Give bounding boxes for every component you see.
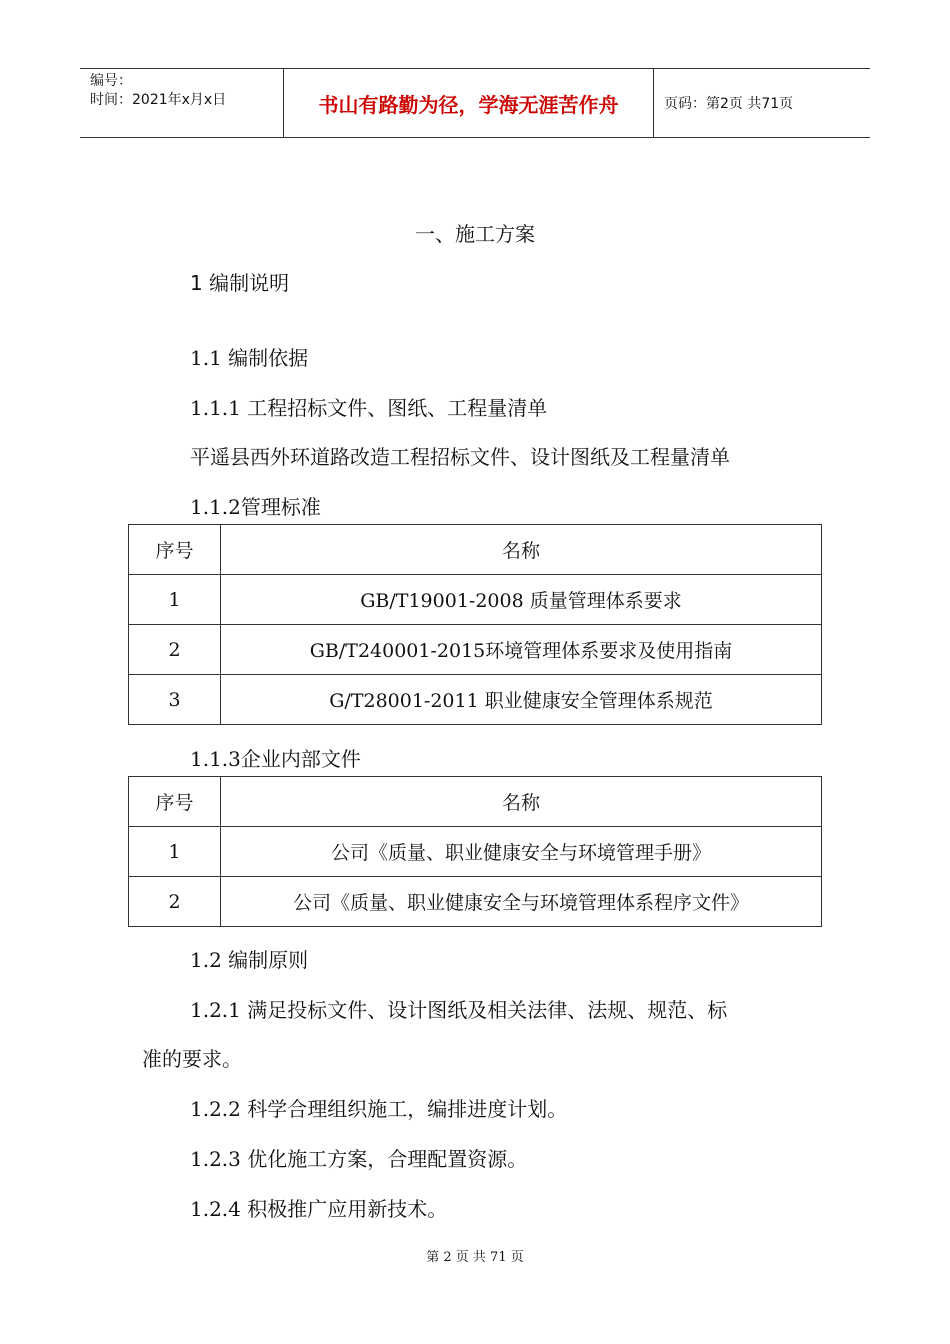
page-footer: 第 2 页 共 71 页 [426, 1250, 524, 1265]
management-standards-table [128, 524, 822, 725]
section-title: 一、施工方案 [415, 222, 535, 246]
heading-1-1-2: 1.1.2管理标准 [190, 495, 321, 519]
header-page-info: 页码：第2页 共71页 [664, 96, 794, 112]
number-label: 编号： [90, 73, 132, 89]
header-left-cell [80, 69, 283, 137]
heading-1-1-1: 1.1.1 工程招标文件、图纸、工程量清单 [190, 396, 548, 420]
table-row [129, 625, 822, 675]
time-label: 时间：2021年x月x日 [90, 92, 227, 108]
heading-1-2: 1.2 编制原则 [190, 948, 309, 972]
paragraph-1-2-4: 1.2.4 积极推广应用新技术。 [190, 1197, 448, 1221]
paragraph-1-2-1-line1: 1.2.1 满足投标文件、设计图纸及相关法律、法规、规范、标 [190, 998, 728, 1022]
paragraph-1-2-2: 1.2.2 科学合理组织施工，编排进度计划。 [190, 1097, 568, 1121]
column-header-name: 名称 [221, 777, 822, 827]
heading-1: 1 编制说明 [190, 271, 290, 295]
table-cell-name: 公司《质量、职业健康安全与环境管理手册》 [221, 827, 822, 877]
column-header-index: 序号 [129, 525, 221, 575]
table-row [129, 827, 822, 877]
table-header-row [129, 777, 822, 827]
table-row [129, 675, 822, 725]
column-header-name: 名称 [221, 525, 822, 575]
table-cell-name: GB/T19001-2008 质量管理体系要求 [221, 575, 822, 625]
table-cell-index: 3 [129, 675, 221, 725]
heading-1-1-3: 1.1.3企业内部文件 [190, 747, 361, 771]
header-motto: 书山有路勤为径，学海无涯苦作舟 [283, 69, 654, 137]
table-cell-name: 公司《质量、职业健康安全与环境管理体系程序文件》 [221, 877, 822, 927]
table-cell-index: 2 [129, 625, 221, 675]
table-cell-index: 2 [129, 877, 221, 927]
table-header-row [129, 525, 822, 575]
table-row [129, 575, 822, 625]
table-row [129, 877, 822, 927]
table-cell-index: 1 [129, 575, 221, 625]
paragraph-1-2-3: 1.2.3 优化施工方案，合理配置资源。 [190, 1147, 528, 1171]
column-header-index: 序号 [129, 777, 221, 827]
paragraph-1-2-1-line2: 准的要求。 [142, 1047, 242, 1071]
heading-1-1: 1.1 编制依据 [190, 346, 309, 370]
page-header [80, 68, 870, 138]
table-cell-index: 1 [129, 827, 221, 877]
paragraph-bidding-docs: 平遥县西外环道路改造工程招标文件、设计图纸及工程量清单 [190, 445, 730, 469]
table-cell-name: GB/T240001-2015环境管理体系要求及使用指南 [221, 625, 822, 675]
table-cell-name: G/T28001-2011 职业健康安全管理体系规范 [221, 675, 822, 725]
internal-documents-table [128, 776, 822, 927]
